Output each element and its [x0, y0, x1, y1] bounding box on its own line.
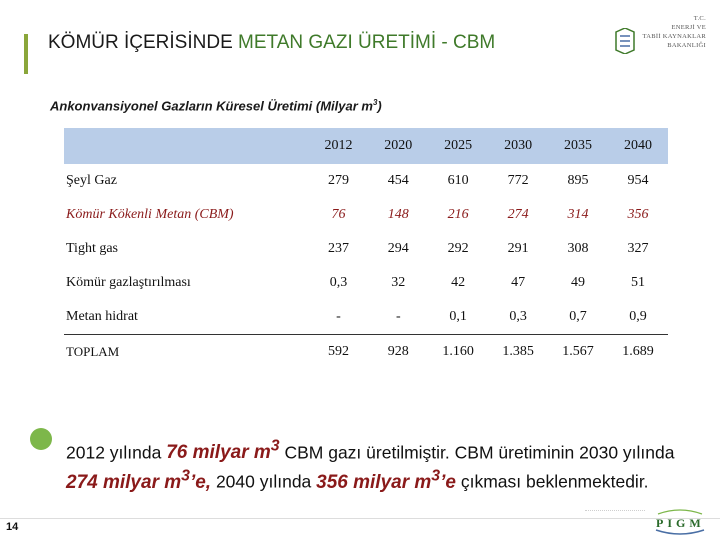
table-cell: 51	[608, 266, 668, 300]
table-cell: 76	[309, 198, 369, 232]
header-cell-label	[64, 128, 309, 164]
logo-line-4: BAKANLIĞI	[667, 42, 706, 49]
table-cell: 314	[548, 198, 608, 232]
bullet-h2-tail: ’e,	[189, 471, 212, 493]
bullet-h3-sup: 3	[431, 467, 441, 485]
subtitle-text: Ankonvansiyonel Gazların Küresel Üretimi (Milyar m	[50, 98, 373, 114]
row-label: Kömür Kökenli Metan (CBM)	[64, 198, 309, 232]
bullet-t2: CBM gazı üretilmiştir. CBM üretiminin 2030 yılında	[279, 442, 675, 463]
table-cell: 216	[428, 198, 488, 232]
row-label: Tight gas	[64, 232, 309, 266]
table-cell: 237	[309, 232, 369, 266]
header-cell-2025: 2025	[428, 128, 488, 164]
page-title-part1: KÖMÜR İÇERİSİNDE	[48, 32, 239, 53]
table-cell: 32	[368, 266, 428, 300]
table-cell: 42	[428, 266, 488, 300]
table-subtitle	[50, 98, 382, 113]
bullet-t1: 2012 yılında	[66, 442, 167, 463]
row-label: Şeyl Gaz	[64, 164, 309, 198]
table-cell: 308	[548, 232, 608, 266]
page-number: 14	[6, 521, 19, 533]
pigm-logo-text: PIGM	[656, 516, 705, 530]
page-title	[48, 32, 495, 54]
table-cell: 592	[309, 335, 369, 370]
bullet-h3-tail: ’e	[440, 471, 456, 493]
table-cell: 0,7	[548, 300, 608, 335]
header-cell-2040: 2040	[608, 128, 668, 164]
header-cell-2030: 2030	[488, 128, 548, 164]
table-cell: 1.689	[608, 335, 668, 370]
table-row	[64, 198, 668, 232]
bullet-h3: 356 milyar m	[316, 471, 432, 493]
ministry-emblem-icon	[614, 28, 636, 54]
table-cell: 0,9	[608, 300, 668, 335]
table-cell: 292	[428, 232, 488, 266]
row-label: Metan hidrat	[64, 300, 309, 335]
table-cell: 895	[548, 164, 608, 198]
table-cell: -	[309, 300, 369, 335]
ministry-logo	[614, 12, 706, 74]
row-label: TOPLAM	[64, 335, 309, 370]
table-cell: 954	[608, 164, 668, 198]
page-title-part2: METAN GAZI ÜRETİMİ - CBM	[238, 32, 496, 53]
logo-line-2: ENERJİ VE	[671, 24, 706, 31]
table-row	[64, 300, 668, 335]
table-cell: 772	[488, 164, 548, 198]
table-cell: 928	[368, 335, 428, 370]
table-cell: 274	[488, 198, 548, 232]
subtitle-close: )	[377, 98, 382, 114]
header-cell-2012: 2012	[309, 128, 369, 164]
production-table	[64, 128, 668, 369]
table-cell: 294	[368, 232, 428, 266]
bullet-highlight-3	[316, 467, 456, 493]
table-cell: 1.160	[428, 335, 488, 370]
header-cell-2035: 2035	[548, 128, 608, 164]
table-cell: 47	[488, 266, 548, 300]
bullet-h1: 76 milyar m	[166, 442, 271, 464]
table-cell: 0,1	[428, 300, 488, 335]
table-total-row	[64, 335, 668, 370]
table-cell: 356	[608, 198, 668, 232]
pigm-logo	[652, 508, 708, 536]
table-cell: 454	[368, 164, 428, 198]
table-cell: 1.567	[548, 335, 608, 370]
header-cell-2020: 2020	[368, 128, 428, 164]
table-row	[64, 266, 668, 300]
table-row	[64, 164, 668, 198]
table-row	[64, 232, 668, 266]
table-cell: 610	[428, 164, 488, 198]
bullet-t3: 2040 yılında	[211, 471, 317, 492]
bullet-h1-sup: 3	[270, 438, 280, 455]
footer-divider	[0, 518, 720, 519]
logo-line-3: TABİİ KAYNAKLAR	[642, 33, 706, 40]
table-cell: 0,3	[309, 266, 369, 300]
table-cell: 291	[488, 232, 548, 266]
table-cell: 279	[309, 164, 369, 198]
table-cell: 1.385	[488, 335, 548, 370]
bullet-h2-sup: 3	[181, 467, 190, 485]
bullet-paragraph	[66, 435, 696, 494]
bullet-highlight-1	[166, 438, 280, 464]
bullet-t4: çıkması beklenmektedir.	[455, 471, 649, 492]
logo-line-1: T.C.	[693, 15, 706, 22]
table-cell: 0,3	[488, 300, 548, 335]
table-cell: 49	[548, 266, 608, 300]
table-cell: 327	[608, 232, 668, 266]
bullet-highlight-2	[66, 467, 212, 493]
bullet-h2: 274 milyar m	[66, 471, 182, 493]
row-label: Kömür gazlaştırılması	[64, 266, 309, 300]
footer-dotted-line	[585, 510, 645, 511]
title-accent-bar	[24, 34, 28, 74]
table-header-row	[64, 128, 668, 164]
bullet-icon	[30, 428, 52, 450]
ministry-logo-text	[638, 14, 706, 50]
table-cell: 148	[368, 198, 428, 232]
subtitle-sup: 3	[372, 98, 378, 107]
table-cell: -	[368, 300, 428, 335]
